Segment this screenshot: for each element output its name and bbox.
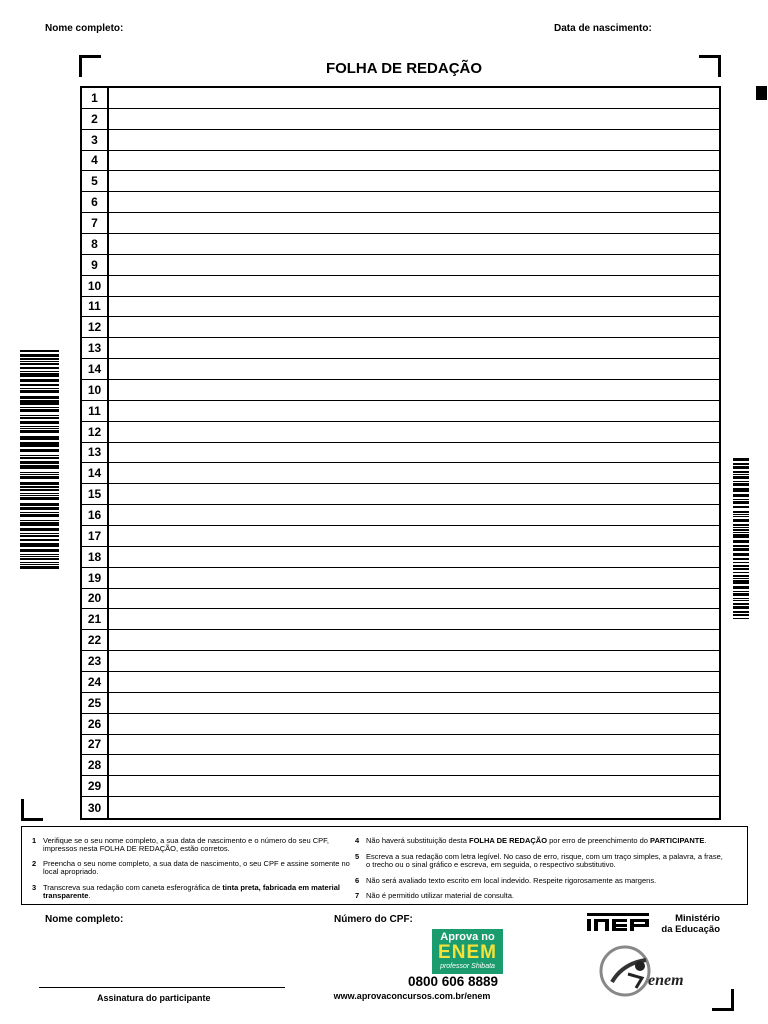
barcode-bar	[733, 568, 749, 570]
writing-line[interactable]	[109, 130, 719, 150]
instruction-item: 3 Transcreva sua redação com caneta esferográfica de tinta preta, fabricada em material transparente.	[32, 883, 340, 901]
barcode-bar	[20, 354, 59, 356]
row-number: 10	[82, 380, 109, 400]
row-number: 9	[82, 255, 109, 275]
barcode-bar	[733, 519, 749, 522]
barcode-bar	[20, 512, 59, 513]
row-number: 1	[82, 88, 109, 108]
row-number: 13	[82, 338, 109, 358]
barcode-bar	[20, 465, 59, 468]
barcode-bar	[733, 476, 749, 479]
barcode-bar	[733, 606, 749, 609]
barcode-bar	[733, 575, 749, 577]
barcode-bar	[733, 581, 749, 584]
barcode-bar	[20, 514, 59, 517]
row-number: 20	[82, 589, 109, 609]
row-number: 15	[82, 484, 109, 504]
barcode-bar	[20, 457, 59, 459]
barcode-bar	[20, 442, 59, 443]
essay-row	[82, 401, 719, 422]
row-number: 22	[82, 630, 109, 650]
barcode-bar	[733, 506, 749, 509]
writing-line[interactable]	[109, 568, 719, 588]
row-number: 11	[82, 401, 109, 421]
essay-row	[82, 797, 719, 818]
row-number: 17	[82, 526, 109, 546]
barcode-bar	[20, 455, 59, 456]
footer-name-label: Nome completo:	[45, 914, 124, 925]
essay-row	[82, 630, 719, 651]
row-number: 23	[82, 651, 109, 671]
badge-line-3: professor Shibata	[440, 963, 495, 970]
aprova-enem-badge	[432, 929, 503, 974]
writing-line[interactable]	[109, 297, 719, 317]
essay-row	[82, 714, 719, 735]
writing-line[interactable]	[109, 171, 719, 191]
barcode-bar	[733, 565, 749, 567]
barcode-bar	[20, 528, 59, 530]
badge-line-2: ENEM	[438, 942, 497, 963]
writing-line[interactable]	[109, 609, 719, 629]
ministry-line-2: da Educação	[661, 924, 720, 935]
barcode-bar	[20, 415, 59, 416]
barcode-bar	[20, 417, 59, 419]
footer-cpf-label: Número do CPF:	[334, 914, 413, 925]
barcode-bar	[20, 428, 59, 429]
writing-line[interactable]	[109, 401, 719, 421]
barcode-bar	[20, 407, 59, 408]
essay-row	[82, 568, 719, 589]
barcode-bar	[20, 400, 59, 401]
writing-line[interactable]	[109, 422, 719, 442]
essay-row	[82, 526, 719, 547]
essay-row	[82, 88, 719, 109]
barcode-bar	[20, 554, 59, 555]
barcode-bar	[20, 426, 59, 427]
barcode-bar	[20, 472, 59, 473]
row-number: 27	[82, 735, 109, 755]
writing-line[interactable]	[109, 505, 719, 525]
row-number: 4	[82, 151, 109, 171]
writing-line[interactable]	[109, 317, 719, 337]
writing-line[interactable]	[109, 755, 719, 775]
barcode-bar	[733, 553, 749, 556]
writing-line[interactable]	[109, 651, 719, 671]
essay-row	[82, 109, 719, 130]
website-url: www.aprovaconcursos.com.br/enem	[333, 991, 491, 1001]
essay-row	[82, 317, 719, 338]
barcode-bar	[733, 558, 749, 560]
barcode-bar	[20, 474, 59, 475]
row-number: 16	[82, 505, 109, 525]
barcode-bar	[20, 379, 59, 381]
barcode-bar	[20, 543, 59, 546]
essay-row	[82, 297, 719, 318]
writing-line[interactable]	[109, 589, 719, 609]
inep-logo	[587, 911, 649, 931]
barcode-bar	[20, 388, 59, 389]
writing-line[interactable]	[109, 672, 719, 692]
writing-line[interactable]	[109, 234, 719, 254]
barcode-bar	[20, 409, 59, 412]
barcode-bar	[20, 564, 59, 565]
badge-line-1: Aprova no	[440, 931, 495, 943]
barcode-bar	[20, 367, 59, 369]
essay-row	[82, 463, 719, 484]
row-number: 8	[82, 234, 109, 254]
essay-row	[82, 755, 719, 776]
essay-row	[82, 505, 719, 526]
row-number: 6	[82, 192, 109, 212]
barcode-bar	[733, 494, 749, 497]
barcode-bar	[20, 371, 59, 372]
essay-row	[82, 672, 719, 693]
barcode-bar	[733, 611, 749, 613]
barcode-bar	[733, 540, 749, 543]
essay-row	[82, 547, 719, 568]
writing-line[interactable]	[109, 735, 719, 755]
ministry-line-1: Ministério	[675, 913, 720, 924]
barcode-bar	[733, 463, 749, 465]
barcode-bar	[20, 503, 59, 505]
essay-row	[82, 276, 719, 297]
writing-line[interactable]	[109, 693, 719, 713]
barcode-bar	[733, 489, 749, 492]
writing-line[interactable]	[109, 192, 719, 212]
barcode-bar	[733, 458, 749, 461]
barcode-bar	[733, 529, 749, 531]
row-number: 14	[82, 359, 109, 379]
barcode-bar	[20, 520, 59, 521]
barcode-bar	[20, 497, 59, 500]
instruction-item: 4 Não haverá substituição desta FOLHA DE REDAÇÃO por erro de preenchimento do PARTICIPANTE.	[355, 836, 707, 845]
essay-row	[82, 130, 719, 151]
instructions-box	[21, 826, 748, 905]
barcode-bar	[20, 449, 59, 452]
barcode-bar	[733, 600, 749, 602]
writing-line[interactable]	[109, 213, 719, 233]
essay-title: FOLHA DE REDAÇÃO	[325, 60, 483, 77]
row-number: 19	[82, 568, 109, 588]
row-number: 7	[82, 213, 109, 233]
row-number: 28	[82, 755, 109, 775]
barcode-bar	[20, 390, 59, 393]
writing-line[interactable]	[109, 547, 719, 567]
essay-row	[82, 443, 719, 464]
barcode-bar	[20, 556, 59, 557]
essay-row	[82, 693, 719, 714]
writing-line[interactable]	[109, 380, 719, 400]
row-number: 18	[82, 547, 109, 567]
corner-mark-bottom-left	[21, 799, 43, 821]
essay-row	[82, 735, 719, 756]
barcode-bar	[20, 361, 59, 362]
header-name-label: Nome completo:	[45, 23, 124, 34]
essay-row	[82, 151, 719, 172]
essay-row	[82, 234, 719, 255]
barcode-bar	[20, 461, 59, 463]
barcode-bar	[733, 484, 749, 486]
writing-line[interactable]	[109, 484, 719, 504]
essay-row	[82, 255, 719, 276]
barcode-bar	[733, 614, 749, 616]
barcode-bar	[20, 495, 59, 496]
writing-line[interactable]	[109, 88, 719, 108]
row-number: 24	[82, 672, 109, 692]
row-number: 25	[82, 693, 109, 713]
barcode-bar	[733, 548, 749, 551]
header-birth-label: Data de nascimento:	[554, 23, 652, 34]
barcode-bar	[20, 489, 59, 491]
barcode-bar	[20, 482, 59, 484]
barcode-bar	[733, 562, 749, 564]
enem-logo-text: enem	[648, 972, 684, 989]
barcode-bar	[20, 421, 59, 423]
barcode-right	[733, 458, 749, 620]
row-number: 2	[82, 109, 109, 129]
barcode-bar	[733, 466, 749, 469]
writing-line[interactable]	[109, 630, 719, 650]
signature-line	[39, 987, 285, 988]
barcode-bar	[20, 562, 59, 563]
essay-grid	[80, 86, 721, 820]
barcode-bar	[733, 545, 749, 547]
writing-line[interactable]	[109, 109, 719, 129]
barcode-bar	[733, 501, 749, 504]
barcode-bar	[733, 603, 749, 605]
barcode-bar	[20, 396, 59, 398]
barcode-bar	[20, 444, 59, 446]
row-number: 5	[82, 171, 109, 191]
barcode-bar	[20, 549, 59, 551]
writing-line[interactable]	[109, 776, 719, 796]
writing-line[interactable]	[109, 443, 719, 463]
row-number: 3	[82, 130, 109, 150]
barcode-bar	[20, 373, 59, 376]
enem-logo	[598, 944, 702, 998]
alignment-marker	[756, 86, 767, 100]
instruction-item: 6 Não será avaliado texto escrito em local indevido. Respeite rigorosamente as margens.	[355, 876, 657, 885]
writing-line[interactable]	[109, 276, 719, 296]
row-number: 14	[82, 463, 109, 483]
writing-line[interactable]	[109, 359, 719, 379]
barcode-bar	[20, 566, 59, 568]
writing-line[interactable]	[109, 463, 719, 483]
row-number: 29	[82, 776, 109, 796]
ministry-label	[654, 913, 720, 935]
instruction-item: 5 Escreva a sua redação com letra legível. No caso de erro, risque, com um traço simples, a palavra, a frase, o trecho ou o sinal gráfico e escreva, em seguida, o respectivo substitutivo.	[355, 852, 723, 870]
barcode-bar	[20, 384, 59, 386]
barcode-bar	[733, 516, 749, 518]
essay-row	[82, 171, 719, 192]
barcode-bar	[20, 430, 59, 433]
phone-number: 0800 606 8889	[407, 974, 499, 989]
corner-mark-bottom-right	[712, 989, 734, 1011]
row-number: 12	[82, 422, 109, 442]
barcode-bar	[20, 522, 59, 525]
essay-row	[82, 589, 719, 610]
essay-row	[82, 609, 719, 630]
barcode-bar	[733, 471, 749, 473]
writing-line[interactable]	[109, 526, 719, 546]
essay-row	[82, 338, 719, 359]
barcode-bar	[733, 593, 749, 596]
barcode-bar	[733, 586, 749, 589]
writing-line[interactable]	[109, 151, 719, 171]
essay-row	[82, 213, 719, 234]
barcode-bar	[20, 363, 59, 365]
writing-line[interactable]	[109, 797, 719, 818]
barcode-bar	[20, 558, 59, 560]
barcode-bar	[20, 533, 59, 534]
row-number: 30	[82, 797, 109, 818]
barcode-bar	[20, 535, 59, 537]
barcode-bar	[20, 486, 59, 487]
barcode-bar	[20, 476, 59, 479]
row-number: 12	[82, 317, 109, 337]
barcode-bar	[20, 507, 59, 509]
writing-line[interactable]	[109, 255, 719, 275]
barcode-bar	[20, 358, 59, 359]
essay-row	[82, 422, 719, 443]
row-number: 21	[82, 609, 109, 629]
instruction-item: 7 Não é permitido utilizar material de consulta.	[355, 891, 514, 900]
essay-row	[82, 651, 719, 672]
essay-row	[82, 484, 719, 505]
row-number: 10	[82, 276, 109, 296]
essay-row	[82, 380, 719, 401]
row-number: 13	[82, 443, 109, 463]
instruction-item: 1 Verifique se o seu nome completo, a sua data de nascimento e o número do seu CPF, impressos nesta FOLHA DE REDAÇÃO, estão corretos.	[32, 836, 330, 854]
barcode-bar	[20, 539, 59, 541]
essay-row	[82, 359, 719, 380]
barcode-bar	[20, 493, 59, 494]
writing-line[interactable]	[109, 714, 719, 734]
essay-row	[82, 192, 719, 213]
barcode-bar	[20, 350, 59, 352]
barcode-bar	[20, 436, 59, 439]
instruction-item: 2 Preencha o seu nome completo, a sua data de nascimento, o seu CPF e assine somente no local apropriado.	[32, 859, 350, 877]
signature-label: Assinatura do participante	[97, 993, 211, 1003]
essay-row	[82, 776, 719, 797]
row-number: 26	[82, 714, 109, 734]
barcode-bar	[20, 402, 59, 404]
barcode-bar	[733, 572, 749, 574]
barcode-bar	[733, 618, 749, 619]
row-number: 11	[82, 297, 109, 317]
barcode-bar	[733, 535, 749, 538]
barcode-left	[20, 350, 59, 571]
writing-line[interactable]	[109, 338, 719, 358]
